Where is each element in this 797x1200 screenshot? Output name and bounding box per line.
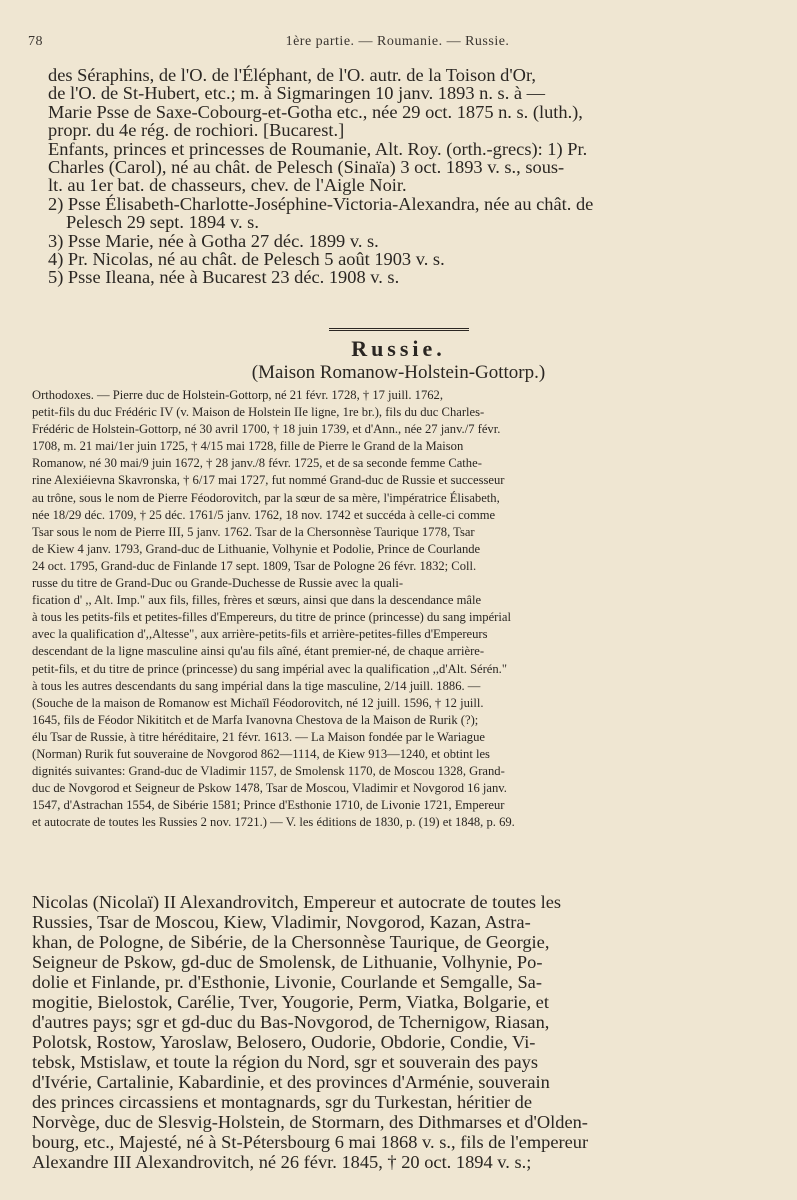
- small-line: petit-fils du duc Frédéric IV (v. Maison de Holstein IIe ligne, 1re br.), fils du duc Charles-: [32, 405, 485, 420]
- running-head: 1ère partie. — Roumanie. — Russie.: [285, 34, 510, 49]
- small-line: élu Tsar de Russie, à titre héréditaire, 21 févr. 1613. — La Maison fondée par le Wariague: [32, 729, 485, 744]
- page-header: [28, 34, 767, 54]
- small-line: Frédéric de Holstein-Gottorp, né 30 avril 1700, † 18 juin 1739, et d'Ann., née 27 janv./7 févr.: [32, 422, 501, 437]
- small-line: et autocrate de toutes les Russies 2 nov. 1721.) — V. les éditions de 1830, p. (19) et 1848, p. 69.: [32, 815, 515, 830]
- roumanie-section: [48, 66, 765, 287]
- small-line: 1645, fils de Féodor Nikititch et de Marfa Ivanovna Chestova de la Maison de Rurik (?);: [32, 712, 479, 727]
- text-line: propr. du 4e rég. de rochiori. [Bucarest.]: [48, 120, 345, 141]
- child-entry: 2) Psse Élisabeth-Charlotte-Joséphine-Victoria-Alexandra, née au chât. de: [48, 193, 594, 214]
- text-line: de l'O. de St-Hubert, etc.; m. à Sigmaringen 10 janv. 1893 n. s. à —: [48, 83, 546, 104]
- russie-history: [32, 387, 765, 831]
- small-line: 1547, d'Astrachan 1554, de Sibérie 1581; Prince d'Esthonie 1710, de Livonie 1721, Empereur: [32, 798, 505, 813]
- text-line: des Séraphins, de l'O. de l'Éléphant, de l'O. autr. de la Toison d'Or,: [48, 65, 536, 85]
- text-line: mogitie, Bielostok, Carélie, Tver, Yougorie, Perm, Viatka, Bolgarie, et: [32, 992, 549, 1012]
- text-line: des princes circassiens et montagnards, sgr du Turkestan, héritier de: [32, 1092, 533, 1112]
- small-line: russe du titre de Grand-Duc ou Grande-Duchesse de Russie avec la quali-: [32, 576, 404, 591]
- section-title: Russie.: [351, 336, 446, 361]
- text-line: Norvège, duc de Slesvig-Holstein, de Stormarn, des Dithmarses et d'Olden-: [32, 1112, 588, 1132]
- child-entry: Pelesch 29 sept. 1894 v. s.: [66, 212, 259, 233]
- small-line: avec la qualification d',,Altesse", aux arrière-petits-fils et arrière-petites-filles d'Empereurs: [32, 627, 488, 642]
- text-line: dolie et Finlande, pr. d'Esthonie, Livonie, Courlande et Semgalle, Sa-: [32, 972, 542, 992]
- text-line: khan, de Pologne, de Sibérie, de la Chersonnèse Taurique, de Georgie,: [32, 932, 550, 952]
- child-entry: 5) Psse Ileana, née à Bucarest 23 déc. 1908 v. s.: [48, 267, 400, 288]
- text-line: Polotsk, Rostow, Yaroslaw, Belosero, Oudorie, Obdorie, Condie, Vi-: [32, 1032, 536, 1052]
- text-line: d'autres pays; sgr et gd-duc du Bas-Novgorod, de Tchernigow, Riasan,: [32, 1012, 550, 1032]
- text-line: Marie Psse de Saxe-Cobourg-et-Gotha etc., née 29 oct. 1875 n. s. (luth.),: [48, 101, 583, 122]
- small-line: petit-fils, et du titre de prince (princesse) du sang impérial avec la qualification ,,d'Alt. Sérén.": [32, 661, 507, 676]
- section-subtitle: (Maison Romanow-Holstein-Gottorp.): [251, 362, 546, 383]
- small-line: Romanow, né 30 mai/9 juin 1672, † 28 janv./8 févr. 1725, et de sa seconde femme Cathe-: [32, 456, 482, 471]
- text-line: Seigneur de Pskow, gd-duc de Smolensk, de Lithuanie, Volhynie, Po-: [32, 952, 543, 972]
- small-line: à tous les autres descendants du sang impérial dans la tige masculine, 2/14 juill. 1886. —: [32, 678, 481, 693]
- text-line: d'Ivérie, Cartalinie, Kabardinie, et des provinces d'Arménie, souverain: [32, 1072, 550, 1092]
- child-entry: 3) Psse Marie, née à Gotha 27 déc. 1899 v. s.: [48, 230, 379, 251]
- text-line: Nicolas (Nicolaï) II Alexandrovitch, Empereur et autocrate de toutes les: [32, 892, 562, 912]
- small-line: 24 oct. 1795, Grand-duc de Finlande 17 sept. 1809, Tsar de Pologne 26 févr. 1832; Coll.: [32, 558, 477, 573]
- small-line: (Norman) Rurik fut souveraine de Novgorod 862—1114, de Kiew 913—1240, et obtint les: [32, 746, 490, 761]
- small-line: (Souche de la maison de Romanow est Michaïl Féodorovitch, né 12 juill. 1596, † 12 juill.: [32, 695, 484, 710]
- nicolas-entry: [32, 892, 765, 1172]
- text-line: Enfants, princes et princesses de Roumanie, Alt. Roy. (orth.-grecs): 1) Pr.: [48, 138, 588, 159]
- small-line: Tsar sous le nom de Pierre III, 5 janv. 1762. Tsar de la Chersonnèse Taurique 1778, Tsar: [32, 524, 475, 539]
- small-line: dignités suivantes: Grand-duc de Vladimir 1157, de Smolensk 1170, de Moscou 1328, Grand-: [32, 764, 505, 779]
- small-line: 1708, m. 21 mai/1er juin 1725, † 4/15 mai 1728, fille de Pierre le Grand de la Maison: [32, 439, 464, 454]
- text-line: bourg, etc., Majesté, né à St-Pétersbourg 6 mai 1868 v. s., fils de l'empereur: [32, 1132, 589, 1152]
- text-line: lt. au 1er bat. de chasseurs, chev. de l'Aigle Noir.: [48, 175, 407, 196]
- small-line: fication d' ,, Alt. Imp." aux fils, filles, frères et sœurs, ainsi que dans la descendance mâle: [32, 593, 482, 608]
- small-line: née 18/29 déc. 1709, † 25 déc. 1761/5 janv. 1762, 18 nov. 1742 et succéda à celle-ci comme: [32, 507, 496, 522]
- text-line: Russies, Tsar de Moscou, Kiew, Vladimir, Novgorod, Kazan, Astra-: [32, 912, 531, 932]
- text-line: Charles (Carol), né au chât. de Pelesch (Sinaïa) 3 oct. 1893 v. s., sous-: [48, 157, 565, 178]
- small-line: duc de Novgorod et Seigneur de Pskow 1478, Tsar de Moscou, Vladimir et Novgorod 16 janv.: [32, 781, 507, 796]
- small-line: Orthodoxes. — Pierre duc de Holstein-Gottorp, né 21 févr. 1728, † 17 juill. 1762,: [32, 388, 443, 402]
- text-line: tebsk, Mstislaw, et toute la région du Nord, sgr et souverain des pays: [32, 1052, 538, 1072]
- small-line: rine Alexiéievna Skavronska, † 6/17 mai 1727, fut nommé Grand-duc de Russie et successeur: [32, 473, 505, 488]
- child-entry: 4) Pr. Nicolas, né au chât. de Pelesch 5 août 1903 v. s.: [48, 249, 445, 270]
- page-number: 78: [28, 34, 43, 49]
- text-line: Alexandre III Alexandrovitch, né 26 févr. 1845, † 20 oct. 1894 v. s.;: [32, 1152, 532, 1172]
- small-line: descendant de la ligne masculine ainsi qu'au fils aîné, étant premier-né, de chaque arrière-: [32, 644, 485, 659]
- small-line: au trône, sous le nom de Pierre Féodorovitch, par la sœur de sa mère, l'impératrice Élisabeth,: [32, 490, 500, 505]
- small-line: de Kiew 4 janv. 1793, Grand-duc de Lithuanie, Volhynie et Podolie, Prince de Courlande: [32, 541, 481, 556]
- small-line: à tous les petits-fils et petites-filles d'Empereurs, du titre de prince (princesse) du sang impérial: [32, 610, 511, 625]
